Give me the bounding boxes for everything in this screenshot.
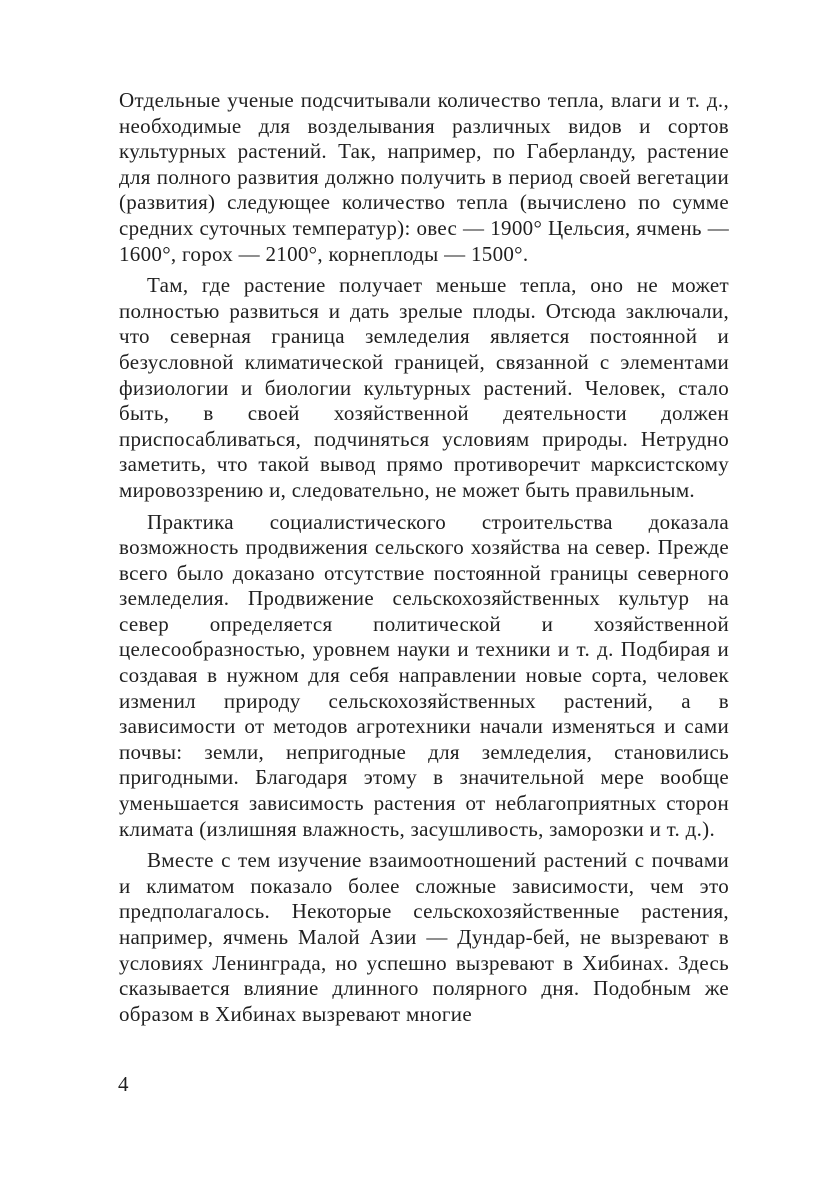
page-number: 4	[118, 1072, 129, 1096]
paragraph-2: Там, где растение получает меньше тепла, оно не может полностью развиться и дать зрелые плоды. Отсюда заключали, что северная граница земледелия является постоянной и безусловной климатической границей, связанной с элементами физиологии и биологии культурных растений. Человек, стало быть, в своей хозяйственной деятельности должен приспосабливаться, подчиняться условиям природы. Нетрудно заметить, что такой вывод прямо противоречит марксистскому мировоззрению и, следовательно, не может быть правильным.	[119, 273, 729, 502]
paragraph-4: Вместе с тем изучение взаимоотношений растений с почвами и климатом показало более сложные зависимости, чем это предполагалось. Некоторые сельскохозяйственные растения, например, ячмень Малой Азии — Дундар-бей, не вызревают в условиях Ленинграда, но успешно вызревают в Хибинах. Здесь сказывается влияние длинного полярного дня. Подобным же образом в Хибинах вызревают многие	[119, 848, 729, 1026]
paragraph-3: Практика социалистического строительства доказала возможность продвижения сельского хозяйства на север. Прежде всего было доказано отсутствие постоянной границы северного земледелия. Продвижение сельскохозяйственных культур на север определяется политической и хозяйственной целесообразностью, уровнем науки и техники и т. д. Подбирая и создавая в нужном для себя направлении новые сорта, человек изменил природу сельскохозяйственных растений, а в зависимости от методов агротехники начали изменяться и сами почвы: земли, непригодные для земледелия, становились пригодными. Благодаря этому в значительной мере вообще уменьшается зависимость растения от неблагоприятных сторон климата (излишняя влажность, засушливость, заморозки и т. д.).	[119, 509, 729, 841]
body-text	[119, 88, 729, 1033]
paragraph-1: Отдельные ученые подсчитывали количество тепла, влаги и т. д., необходимые для возделывания различных видов и сортов культурных растений. Так, например, по Габерланду, растение для полного развития должно получить в период своей вегетации (развития) следующее количество тепла (вычислено по сумме средних суточных температур): овес — 1900° Цельсия, ячмень — 1600°, горох — 2100°, корнеплоды — 1500°.	[119, 88, 729, 266]
